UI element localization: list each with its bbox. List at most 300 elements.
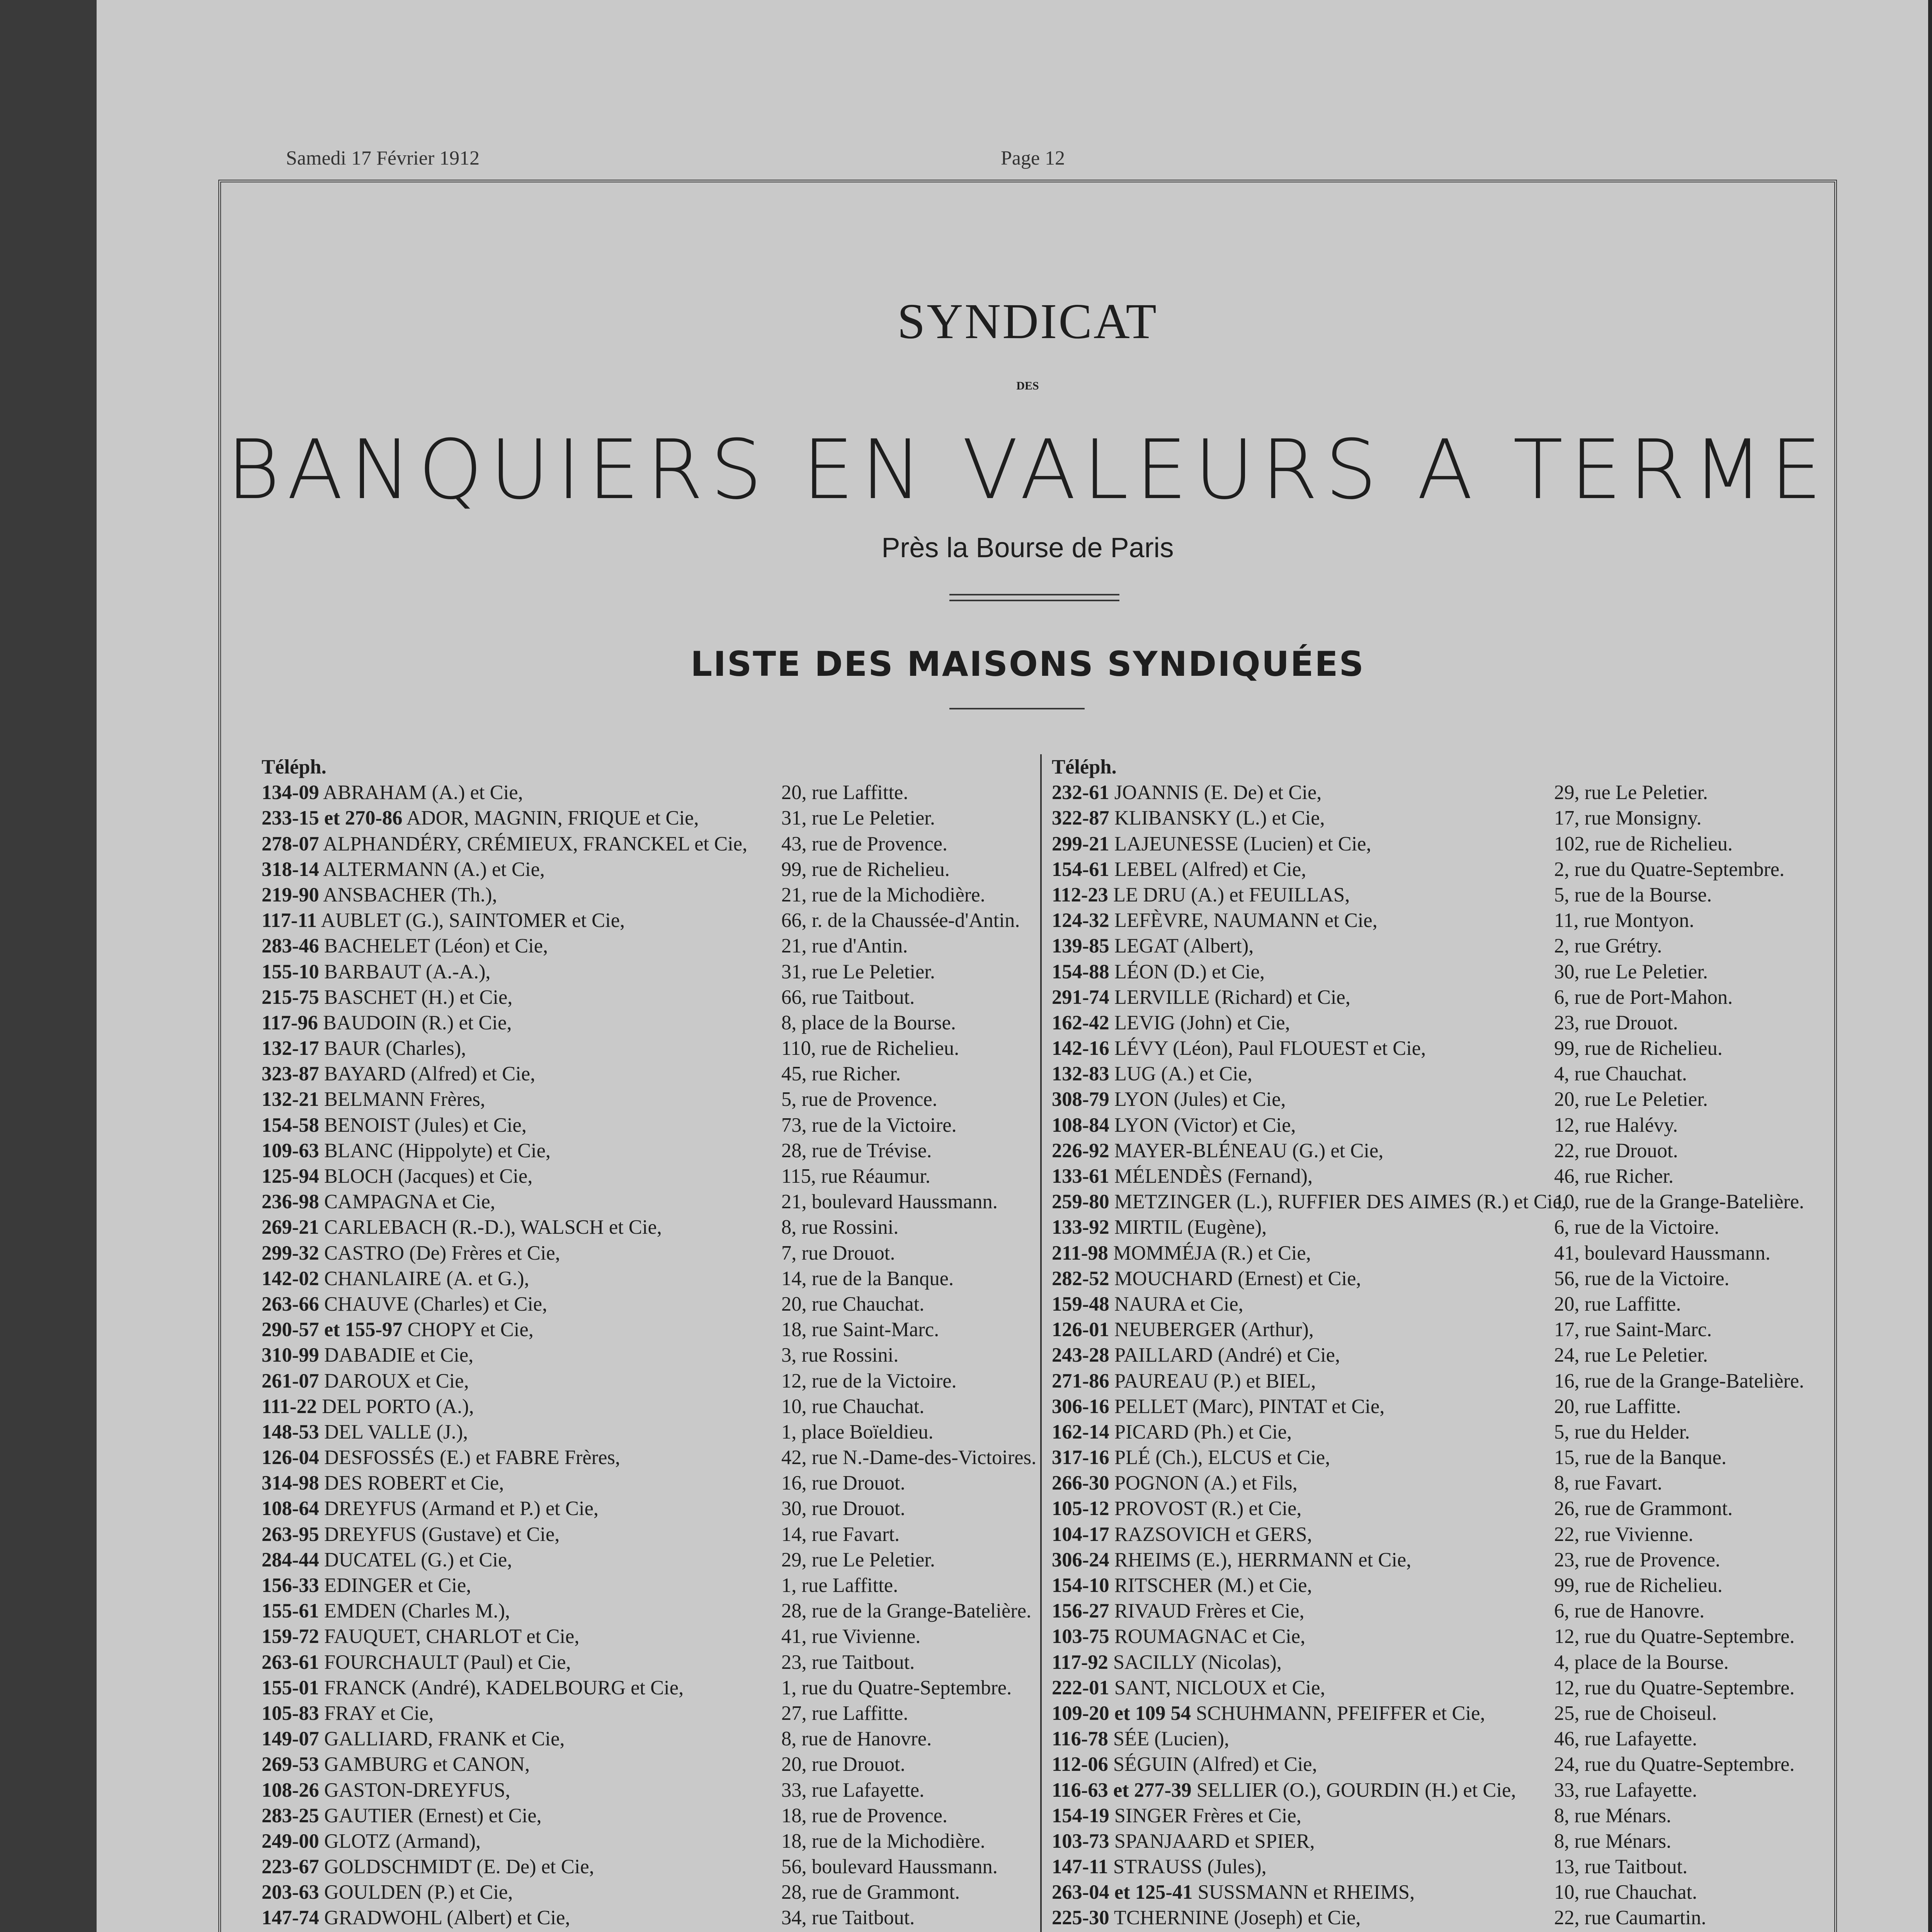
member-name: BACHELET (Léon) et Cie, (324, 935, 548, 957)
member-address: 31, rue Le Peletier. (781, 807, 935, 830)
member-row (262, 1547, 1034, 1573)
member-address: 20, rue Le Peletier. (1554, 1088, 1708, 1111)
member-name: DES ROBERT et Cie, (324, 1472, 504, 1495)
member-row (1052, 1726, 1832, 1752)
member-name: SANT, NICLOUX et Cie, (1114, 1676, 1325, 1699)
member-address: 30, rue Le Peletier. (1554, 960, 1708, 983)
list-heading-rule (949, 708, 1085, 709)
member-telephone: 269-53 (262, 1753, 319, 1776)
member-address: 73, rue de la Victoire. (781, 1114, 957, 1136)
member-row (262, 1675, 1034, 1701)
member-row (1052, 1163, 1832, 1189)
member-row (1052, 1598, 1832, 1624)
member-address: 8, rue Favart. (1554, 1472, 1662, 1495)
member-address: 45, rue Richer. (781, 1063, 901, 1085)
member-address: 26, rue de Grammont. (1554, 1497, 1733, 1520)
member-address: 1, place Boïeldieu. (781, 1420, 934, 1443)
member-row (262, 1931, 1034, 1932)
member-row (1052, 1675, 1832, 1701)
member-row (1052, 1828, 1832, 1854)
member-name: MOUCHARD (Ernest) et Cie, (1114, 1267, 1361, 1290)
member-telephone: 116-78 (1052, 1728, 1108, 1750)
member-address: 6, rue de la Victoire. (1554, 1216, 1719, 1239)
member-address: 46, rue Richer. (1554, 1165, 1674, 1188)
member-name: DREYFUS (Armand et P.) et Cie, (324, 1497, 599, 1520)
member-row (262, 1061, 1034, 1087)
member-address: 16, rue de la Grange-Batelière. (1554, 1369, 1804, 1392)
member-address: 18, rue de Provence. (781, 1804, 948, 1827)
member-row (262, 1777, 1034, 1803)
member-row (262, 1701, 1034, 1726)
member-name: PAUREAU (P.) et BIEL, (1114, 1369, 1316, 1392)
member-row (262, 1036, 1034, 1061)
member-name: BAUR (Charles), (324, 1037, 466, 1060)
member-row (1052, 780, 1832, 805)
member-name: LÉVY (Léon), Paul FLOUEST et Cie, (1114, 1037, 1426, 1060)
member-row (1052, 1803, 1832, 1828)
issue-date: Samedi 17 Février 1912 (286, 147, 480, 169)
member-telephone: 225-30 (1052, 1906, 1109, 1929)
member-telephone: 155-61 (262, 1600, 319, 1622)
member-row (262, 1828, 1034, 1854)
member-address: 12, rue du Quatre-Septembre. (1554, 1676, 1795, 1699)
member-address: 34, rue Taitbout. (781, 1906, 915, 1929)
title-des: DES (1016, 379, 1039, 392)
left-telephone-header: Téléph. (262, 756, 327, 778)
member-address: 2, rue Grétry. (1554, 935, 1662, 957)
member-name: BELMANN Frères, (324, 1088, 485, 1111)
member-name: TCHERNINE (Joseph) et Cie, (1114, 1906, 1361, 1929)
member-address: 16, rue Drouot. (781, 1472, 905, 1495)
member-name: METZINGER (L.), RUFFIER DES AIMES (R.) et Cie, (1114, 1190, 1567, 1213)
member-telephone: 111-22 (262, 1395, 317, 1418)
page-edge (1928, 0, 1932, 1932)
member-telephone: 263-61 (262, 1651, 319, 1673)
member-telephone: 308-79 (1052, 1088, 1109, 1111)
member-address: 12, rue de la Victoire. (781, 1369, 957, 1392)
member-row (262, 1112, 1034, 1138)
member-row (1052, 1419, 1832, 1445)
member-row (1052, 857, 1832, 882)
member-row (1052, 959, 1832, 985)
member-address (781, 1931, 960, 1932)
member-name: SCHUHMANN, PFEIFFER et Cie, (1196, 1702, 1485, 1725)
member-name: LEBEL (Alfred) et Cie, (1114, 858, 1306, 881)
member-name: RITSCHER (M.) et Cie, (1114, 1574, 1312, 1597)
member-name: BLOCH (Jacques) et Cie, (324, 1165, 533, 1188)
member-name: JOANNIS (E. De) et Cie, (1114, 781, 1322, 804)
member-address: 8, rue Ménars. (1554, 1804, 1672, 1827)
member-row (1052, 1087, 1832, 1112)
member-address: 11, rue Montyon. (1554, 909, 1694, 932)
member-name: SINGER Frères et Cie, (1114, 1804, 1301, 1827)
member-name: MIRTIL (Eugène), (1114, 1216, 1267, 1239)
member-address: 33, rue Lafayette. (1554, 1779, 1697, 1801)
member-telephone: 117-96 (262, 1011, 318, 1034)
right-member-column (1052, 754, 1832, 1932)
member-row (262, 985, 1034, 1010)
member-row (262, 1650, 1034, 1675)
member-telephone: 283-46 (262, 935, 319, 957)
member-row (262, 1163, 1034, 1189)
member-name: CAMPAGNA et Cie, (324, 1190, 495, 1213)
member-row (1052, 1522, 1832, 1547)
member-address: 22, rue Drouot. (1554, 1139, 1678, 1162)
member-telephone: 117-11 (262, 909, 317, 932)
member-address: 25, rue de Choiseul. (1554, 1702, 1717, 1725)
member-row (1052, 1854, 1832, 1879)
member-name: DAROUX et Cie, (324, 1369, 469, 1392)
member-telephone: 155-10 (262, 960, 319, 983)
member-name: SACILLY (Nicolas), (1113, 1651, 1282, 1673)
member-name: BARBAUT (A.-A.), (324, 960, 491, 983)
member-row (1052, 1189, 1832, 1214)
member-name: ROUMAGNAC et Cie, (1114, 1625, 1306, 1648)
member-name: SÉGUIN (Alfred) et Cie, (1113, 1753, 1317, 1776)
member-address: 14, rue de la Banque. (781, 1267, 954, 1290)
member-telephone: 105-12 (1052, 1497, 1109, 1520)
member-name: PELLET (Marc), PINTAT et Cie, (1114, 1395, 1385, 1418)
member-address: 10, rue de la Grange-Batelière. (1554, 1190, 1804, 1213)
member-row (262, 1010, 1034, 1036)
member-name: BAYARD (Alfred) et Cie, (324, 1063, 536, 1085)
member-row (262, 1342, 1034, 1368)
member-address: 27, rue Laffitte. (781, 1702, 908, 1725)
member-address: 20, rue Chauchat. (781, 1293, 925, 1315)
member-name: LEVIG (John) et Cie, (1114, 1011, 1290, 1034)
member-address: 66, r. de la Chaussée-d'Antin. (781, 909, 1020, 932)
page-number: Page 12 (1001, 147, 1065, 169)
member-address: 28, rue de Trévise. (781, 1139, 932, 1162)
member-telephone: 232-61 (1052, 781, 1109, 804)
member-row (1052, 1291, 1832, 1317)
member-address: 2, rue du Quatre-Septembre. (1554, 858, 1785, 881)
member-row (262, 882, 1034, 908)
member-address: 115, rue Réaumur. (781, 1165, 930, 1188)
member-address: 6, rue de Hanovre. (1554, 1600, 1705, 1622)
member-telephone: 159-72 (262, 1625, 319, 1648)
member-name: BENOIST (Jules) et Cie, (324, 1114, 527, 1136)
member-telephone (1052, 1931, 1109, 1932)
member-name: BAUDOIN (R.) et Cie, (323, 1011, 512, 1034)
member-row (262, 1522, 1034, 1547)
member-address: 5, rue de Provence. (781, 1088, 937, 1111)
member-row (1052, 1624, 1832, 1649)
member-telephone: 215-75 (262, 986, 319, 1009)
member-name: ALTERMANN (A.) et Cie, (323, 858, 545, 881)
member-row (1052, 1112, 1832, 1138)
member-row (1052, 1266, 1832, 1291)
member-telephone: 323-87 (262, 1063, 319, 1085)
member-address: 99, rue de Richelieu. (781, 858, 950, 881)
member-name: GASTON-DREYFUS, (324, 1779, 510, 1801)
member-address: 43, rue de Provence. (781, 832, 948, 855)
member-row (262, 1445, 1037, 1470)
member-name: RHEIMS (E.), HERRMANN et Cie, (1114, 1548, 1412, 1571)
member-address: 7, rue Drouot. (781, 1242, 895, 1264)
member-telephone: 108-84 (1052, 1114, 1109, 1136)
member-row (1052, 1061, 1832, 1087)
member-telephone: 155-01 (262, 1676, 319, 1699)
member-name: POGNON (A.) et Fils, (1114, 1472, 1298, 1495)
subtitle-bourse: Près la Bourse de Paris (881, 532, 1174, 563)
member-address: 1, rue du Quatre-Septembre. (781, 1676, 1012, 1699)
member-name: SÉE (Lucien), (1113, 1728, 1230, 1750)
member-telephone: 154-19 (1052, 1804, 1109, 1827)
member-name: RIVAUD Frères et Cie, (1114, 1600, 1304, 1622)
member-name: DREYFUS (Gustave) et Cie, (324, 1523, 560, 1546)
member-row (262, 1266, 1034, 1291)
member-telephone: 108-64 (262, 1497, 319, 1520)
member-address: 20, rue Laffitte. (1554, 1293, 1681, 1315)
member-telephone: 134-09 (262, 781, 319, 804)
member-address: 5, rue de la Bourse. (1554, 883, 1712, 906)
member-row (262, 1573, 1034, 1598)
member-name: GAUTIER (Ernest) et Cie, (324, 1804, 542, 1827)
member-name: NEUBERGER (Arthur), (1114, 1318, 1314, 1341)
member-row (262, 1317, 1034, 1342)
member-name: GOULDEN (P.) et Cie, (324, 1881, 513, 1904)
member-name: LE DRU (A.) et FEUILLAS, (1113, 883, 1350, 906)
member-address: 41, boulevard Haussmann. (1554, 1242, 1770, 1264)
member-name: STRAUSS (Jules), (1113, 1855, 1267, 1878)
member-telephone: 156-33 (262, 1574, 319, 1597)
member-row (262, 1291, 1034, 1317)
member-address: 33, rue Lafayette. (781, 1779, 925, 1801)
member-row (262, 1879, 1034, 1905)
column-divider (1040, 754, 1042, 1932)
member-row (1052, 908, 1832, 933)
member-address: 8, rue Ménars. (1554, 1830, 1672, 1852)
member-telephone: 259-80 (1052, 1190, 1109, 1213)
member-address: 29, rue Le Peletier. (781, 1548, 935, 1571)
member-name: CARLEBACH (R.-D.), WALSCH et Cie, (324, 1216, 662, 1239)
member-address: 12, rue Halévy. (1554, 1114, 1678, 1136)
member-name: SELLIER (O.), GOURDIN (H.) et Cie, (1196, 1779, 1516, 1801)
member-telephone (262, 1931, 319, 1932)
member-address: 4, place de la Bourse. (1554, 1651, 1729, 1673)
member-row (1052, 1752, 1832, 1777)
member-telephone: 112-06 (1052, 1753, 1108, 1776)
member-address: 31, rue Le Peletier. (781, 960, 935, 983)
member-telephone: 263-95 (262, 1523, 319, 1546)
member-name: CHOPY et Cie, (407, 1318, 534, 1341)
member-address: 10, rue Chauchat. (1554, 1881, 1697, 1904)
member-name: GLOTZ (Armand), (324, 1830, 481, 1852)
member-row (1052, 1342, 1832, 1368)
member-row (1052, 1879, 1832, 1905)
member-address: 42, rue N.-Dame-des-Victoires. (781, 1446, 1037, 1469)
member-telephone: 282-52 (1052, 1267, 1109, 1290)
member-name: SUSSMANN et RHEIMS, (1197, 1881, 1415, 1904)
member-telephone: 133-92 (1052, 1216, 1109, 1239)
member-address: 22, rue Caumartin. (1554, 1906, 1706, 1929)
member-telephone: 124-32 (1052, 909, 1109, 932)
member-address: 6, rue de Port-Mahon. (1554, 986, 1733, 1009)
member-address: 23, rue Taitbout. (781, 1651, 915, 1673)
member-address: 8, rue de Hanovre. (781, 1728, 932, 1750)
member-name: DEL PORTO (A.), (322, 1395, 474, 1418)
member-name: BLANC (Hippolyte) et Cie, (324, 1139, 551, 1162)
member-telephone: 109-63 (262, 1139, 319, 1162)
member-telephone: 116-63 et 277-39 (1052, 1779, 1192, 1801)
member-address: 5, rue du Helder. (1554, 1420, 1690, 1443)
member-row (262, 831, 1034, 857)
member-name: CHAUVE (Charles) et Cie, (324, 1293, 548, 1315)
member-address: 18, rue Saint-Marc. (781, 1318, 939, 1341)
member-row (1052, 831, 1832, 857)
member-telephone: 126-04 (262, 1446, 319, 1469)
member-name: SPANJAARD et SPIER, (1114, 1830, 1315, 1852)
member-row (262, 1214, 1034, 1240)
member-address: 102, rue de Richelieu. (1554, 832, 1733, 855)
member-name: FOURCHAULT (Paul) et Cie, (324, 1651, 571, 1673)
member-address: 28, rue de la Grange-Batelière. (781, 1600, 1032, 1622)
member-name: DEL VALLE (J.), (324, 1420, 468, 1443)
member-telephone: 149-07 (262, 1728, 319, 1750)
member-row (262, 933, 1034, 959)
member-name: LEFÈVRE, NAUMANN et Cie, (1114, 909, 1378, 932)
member-name: CASTRO (De) Frères et Cie, (324, 1242, 560, 1264)
member-name: FAUQUET, CHARLOT et Cie, (324, 1625, 580, 1648)
member-row (1052, 1240, 1832, 1266)
member-row (262, 1240, 1034, 1266)
member-telephone: 147-11 (1052, 1855, 1108, 1878)
member-address: 17, rue Monsigny. (1554, 807, 1702, 830)
member-row (262, 1726, 1034, 1752)
member-row (1052, 1394, 1832, 1419)
member-telephone: 142-16 (1052, 1037, 1109, 1060)
member-row (262, 857, 1034, 882)
member-name: PAILLARD (André) et Cie, (1114, 1344, 1340, 1367)
member-address: 20, rue Laffitte. (1554, 1395, 1681, 1418)
member-address: 8, place de la Bourse. (781, 1011, 956, 1034)
member-name: ADOR, MAGNIN, FRIQUE et Cie, (406, 807, 699, 830)
member-row (1052, 1547, 1832, 1573)
member-row (262, 1368, 1034, 1394)
member-address: 21, boulevard Haussmann. (781, 1190, 998, 1213)
member-row (1052, 1701, 1832, 1726)
member-address: 30, rue Drouot. (781, 1497, 905, 1520)
member-address: 4, rue Chauchat. (1554, 1063, 1687, 1085)
member-address: 8, rue Rossini. (781, 1216, 899, 1239)
member-row (1052, 1036, 1832, 1061)
member-telephone: 223-67 (262, 1855, 319, 1878)
member-telephone: 112-23 (1052, 883, 1108, 906)
member-address: 56, boulevard Haussmann. (781, 1855, 998, 1878)
member-name: PROVOST (R.) et Cie, (1114, 1497, 1302, 1520)
member-row (262, 1854, 1034, 1879)
member-telephone: 156-27 (1052, 1600, 1109, 1622)
member-name: GOLDSCHMIDT (E. De) et Cie, (324, 1855, 594, 1878)
member-name: ALPHANDÉRY, CRÉMIEUX, FRANCKEL et Cie, (323, 832, 748, 855)
member-row (1052, 1931, 1832, 1932)
member-row (262, 959, 1034, 985)
member-telephone: 299-32 (262, 1242, 319, 1264)
member-address: 10, rue Chauchat. (781, 1395, 925, 1418)
member-telephone: 103-75 (1052, 1625, 1109, 1648)
member-name: CHANLAIRE (A. et G.), (324, 1267, 529, 1290)
member-row (262, 1803, 1034, 1828)
member-telephone: 290-57 et 155-97 (262, 1318, 403, 1341)
member-name: LAJEUNESSE (Lucien) et Cie, (1114, 832, 1371, 855)
member-address: 1, rue Laffitte. (781, 1574, 898, 1597)
member-name: ABRAHAM (A.) et Cie, (323, 781, 523, 804)
member-name: LUG (A.) et Cie, (1114, 1063, 1253, 1085)
member-telephone: 109-20 et 109 54 (1052, 1702, 1191, 1725)
member-address: 24, rue Le Peletier. (1554, 1344, 1708, 1367)
member-address: 12, rue du Quatre-Septembre. (1554, 1625, 1795, 1648)
member-row (1052, 882, 1832, 908)
member-telephone: 203-63 (262, 1881, 319, 1904)
member-telephone: 222-01 (1052, 1676, 1109, 1699)
member-telephone: 108-26 (262, 1779, 319, 1801)
member-row (1052, 1470, 1832, 1496)
member-address: 13, rue Taitbout. (1554, 1855, 1688, 1878)
member-name: LERVILLE (Richard) et Cie, (1114, 986, 1350, 1009)
member-row (262, 908, 1034, 933)
member-telephone: 284-44 (262, 1548, 319, 1571)
member-name: LEGAT (Albert), (1114, 935, 1254, 957)
member-name: NAURA et Cie, (1114, 1293, 1243, 1315)
member-address (1554, 1931, 1700, 1932)
title-rule-2 (949, 600, 1119, 601)
right-telephone-header: Téléph. (1052, 756, 1117, 778)
list-heading: LISTE DES MAISONS SYNDIQUÉES (690, 644, 1365, 684)
member-name: BASCHET (H.) et Cie, (324, 986, 513, 1009)
member-name: DUCATEL (G.) et Cie, (324, 1548, 512, 1571)
member-telephone: 219-90 (262, 883, 319, 906)
member-name: FRAY et Cie, (324, 1702, 434, 1725)
member-name: GAMBURG et CANON, (324, 1753, 530, 1776)
member-row (1052, 805, 1832, 831)
member-telephone: 142-02 (262, 1267, 319, 1290)
member-telephone: 162-42 (1052, 1011, 1109, 1034)
member-telephone: 117-92 (1052, 1651, 1108, 1673)
member-telephone: 249-00 (262, 1830, 319, 1852)
member-row (1052, 1496, 1832, 1521)
member-address: 56, rue de la Victoire. (1554, 1267, 1730, 1290)
member-row (262, 1087, 1034, 1112)
member-telephone: 132-21 (262, 1088, 319, 1111)
member-name: MAYER-BLÉNEAU (G.) et Cie, (1114, 1139, 1384, 1162)
member-address: 28, rue de Grammont. (781, 1881, 960, 1904)
member-telephone: 318-14 (262, 858, 319, 881)
member-row (262, 1496, 1034, 1521)
title-syndicat: SYNDICAT (897, 294, 1158, 349)
member-name: KLIBANSKY (L.) et Cie, (1114, 807, 1325, 830)
member-telephone: 310-99 (262, 1344, 319, 1367)
member-telephone: 132-17 (262, 1037, 319, 1060)
member-address: 22, rue Vivienne. (1554, 1523, 1694, 1546)
member-address: 110, rue de Richelieu. (781, 1037, 959, 1060)
member-name: DABADIE et Cie, (324, 1344, 474, 1367)
member-address: 99, rue de Richelieu. (1554, 1574, 1723, 1597)
notice-frame (218, 180, 1837, 1932)
member-telephone: 148-53 (262, 1420, 319, 1443)
member-telephone: 154-58 (262, 1114, 319, 1136)
member-address: 18, rue de la Michodière. (781, 1830, 985, 1852)
member-telephone: 271-86 (1052, 1369, 1109, 1392)
member-telephone: 159-48 (1052, 1293, 1109, 1315)
member-row (1052, 1214, 1832, 1240)
member-row (262, 1470, 1034, 1496)
member-row (1052, 933, 1832, 959)
member-telephone: 162-14 (1052, 1420, 1109, 1443)
member-row (262, 1394, 1034, 1419)
member-row (1052, 1317, 1832, 1342)
member-name: EMDEN (Charles M.), (324, 1600, 510, 1622)
